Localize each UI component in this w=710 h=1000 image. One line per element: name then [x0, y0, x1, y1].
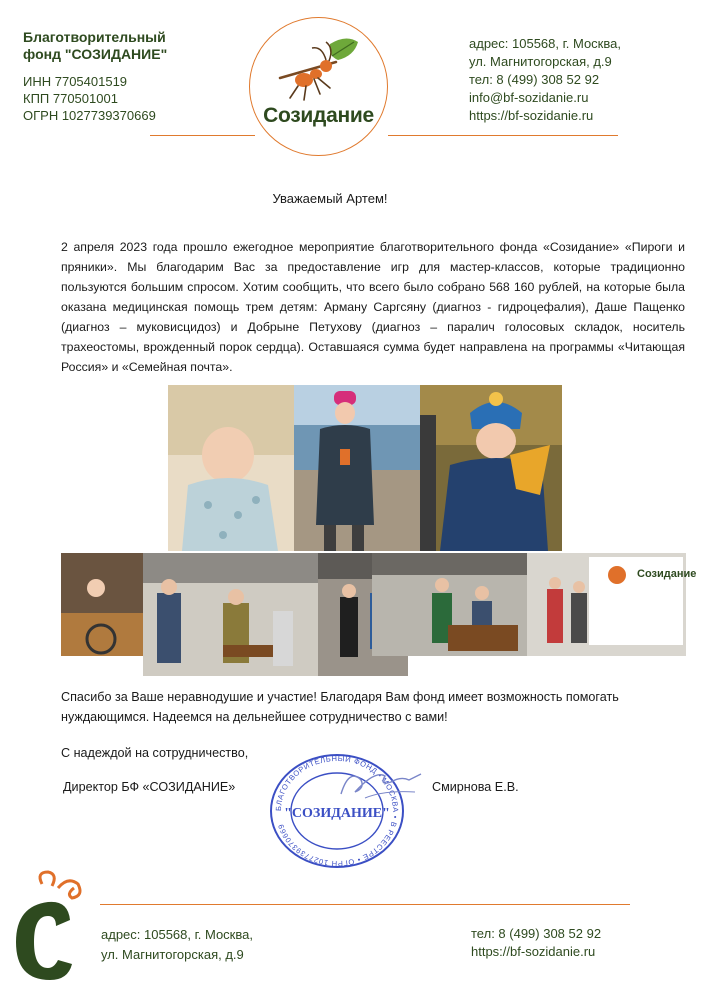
letter-body: 2 апреля 2023 года прошло ежегодное мероприятие благотворительного фонда «Созидание» «Пироги и пряники». Мы благодарим Вас за предоставление игр для мастер-классов, которые традиционно пользуются большим спросом. Хотим сообщить, что всего было собрано 568 160 рублей, на которые была оказана медицинская помощь трем детям: Арману Саргсяну (диагноз - гидроцефалия), Даше Пащенко (диагноз – муковисцидоз) и Добрыне Петухову (диагноз – паралич голосовых складок, носитель трахеостомы, врожденный порок сердца). Оставшаяся сумма будет направлена на программы «Читающая Россия» и «Семейная почта».	[61, 240, 685, 374]
signature	[335, 762, 425, 802]
footer-address-line1: адрес: 105568, г. Москва,	[101, 927, 253, 942]
website[interactable]: https://bf-sozidanie.ru	[469, 108, 594, 123]
org-name-line1: Благотворительный	[23, 29, 166, 45]
ant-logo-icon	[276, 34, 366, 104]
ogrn: ОГРН 1027739370669	[23, 108, 156, 123]
stamp-ring-text: БЛАГОТВОРИТЕЛЬНЫЙ ФОНД • МОСКВА • В РЕЕСТРЕ • ОГРН 1027739370669	[273, 753, 401, 869]
footer-phone: тел: 8 (499) 308 52 92	[471, 926, 602, 941]
email[interactable]: info@bf-sozidanie.ru	[469, 90, 589, 105]
footer-contacts	[471, 925, 601, 961]
phone: тел: 8 (499) 308 52 92	[469, 72, 600, 87]
director-title: Директор БФ «СОЗИДАНИЕ»	[63, 780, 236, 794]
banner-brand-text: Созидание	[637, 568, 697, 580]
org-registration	[23, 73, 156, 124]
kpp: КПП 770501001	[23, 91, 118, 106]
inn: ИНН 7705401519	[23, 74, 128, 89]
photo-workshop-1	[61, 553, 143, 656]
thanks-text: Спасибо за Ваше неравнодушие и участие! Благодаря Вам фонд имеет возможность помогать нуждающимся. Надеемся на дельнейшее сотрудничество с вами!	[61, 690, 619, 724]
org-contacts	[469, 35, 621, 125]
footer-logo-icon	[10, 868, 100, 983]
header-divider-left	[150, 135, 255, 136]
address-line1: адрес: 105568, г. Москва,	[469, 36, 621, 51]
org-name	[23, 29, 223, 63]
logo-text: Созидание	[263, 104, 374, 127]
header-divider-right	[388, 135, 618, 136]
photo-banner	[527, 553, 697, 656]
greeting: Уважаемый Артем!	[272, 191, 388, 206]
footer-address-line2: ул. Магнитогорская, д.9	[101, 947, 244, 962]
stamp-center-text: "СОЗИДАНИЕ"	[284, 806, 390, 821]
signer-name: Смирнова Е.В.	[432, 780, 519, 794]
photo-girl-sea	[294, 385, 420, 551]
photo-workshop-2	[143, 553, 318, 676]
address-line2: ул. Магнитогорская, д.9	[469, 54, 612, 69]
photo-baby	[168, 385, 294, 551]
org-name-line2: фонд "СОЗИДАНИЕ"	[23, 46, 168, 62]
footer-website[interactable]: https://bf-sozidanie.ru	[471, 944, 596, 959]
footer-divider	[100, 904, 630, 905]
photo-workshop-4	[372, 553, 527, 656]
photo-boy-autumn	[420, 385, 562, 551]
closing-text: С надеждой на сотрудничество,	[61, 746, 249, 760]
footer-address	[101, 925, 253, 965]
